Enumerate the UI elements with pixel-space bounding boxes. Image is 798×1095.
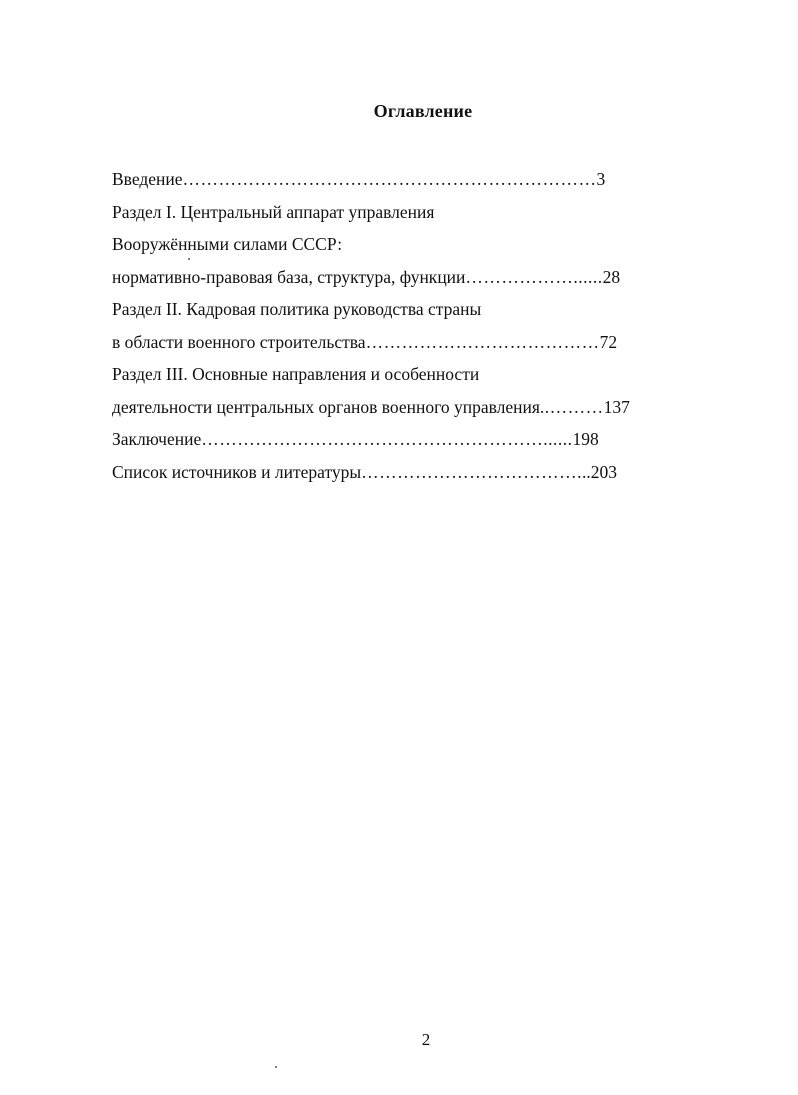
toc-entry (112, 196, 662, 229)
toc-entry-text: Раздел I. Центральный аппарат управления (112, 201, 435, 222)
toc-leader-dots: ..……… (539, 396, 604, 417)
table-of-contents (112, 163, 662, 488)
scan-speck (275, 1066, 277, 1068)
toc-entry-text: деятельности центральных органов военного управления (112, 396, 540, 417)
scan-speck (188, 258, 190, 260)
toc-leader-dots: ………………...... (465, 266, 603, 287)
toc-entry (112, 228, 662, 261)
toc-entry-text: Заключение (112, 429, 202, 449)
toc-entry-text: Вооружёнными силами СССР: (112, 234, 343, 254)
toc-leader-dots: ………………………………. (361, 461, 583, 482)
toc-title: Оглавление (373, 101, 473, 121)
toc-leader-dots: ………………………………… (365, 331, 600, 352)
toc-page-number: 137 (603, 396, 630, 417)
toc-entry-text: в области военного строительства (112, 331, 366, 352)
toc-page-number: ..203 (582, 461, 618, 482)
toc-entry (112, 423, 662, 456)
toc-leader-dots: …………………………………………………...... (201, 429, 573, 449)
toc-entry (112, 261, 662, 294)
toc-entry (112, 326, 662, 359)
toc-page-number: 72 (599, 331, 618, 352)
toc-page-number: 28 (602, 266, 621, 287)
toc-entry (112, 163, 662, 196)
toc-page-number: 3 (596, 169, 606, 189)
toc-entry-text: Раздел III. Основные направления и особенности (112, 364, 480, 384)
toc-entry (112, 293, 662, 326)
toc-entry-text: Раздел II. Кадровая политика руководства страны (112, 299, 482, 319)
toc-page-number: 198 (572, 429, 599, 449)
toc-entry-text: Список источников и литературы (112, 461, 362, 482)
toc-entry (112, 391, 662, 424)
toc-entry-text: Введение (112, 169, 183, 189)
page-number: 2 (421, 1030, 431, 1049)
toc-entry (112, 358, 662, 391)
toc-entry (112, 456, 662, 489)
toc-entry-text: нормативно-правовая база, структура, функции (112, 266, 466, 287)
toc-leader-dots: …………………………………………………………… (182, 169, 597, 189)
